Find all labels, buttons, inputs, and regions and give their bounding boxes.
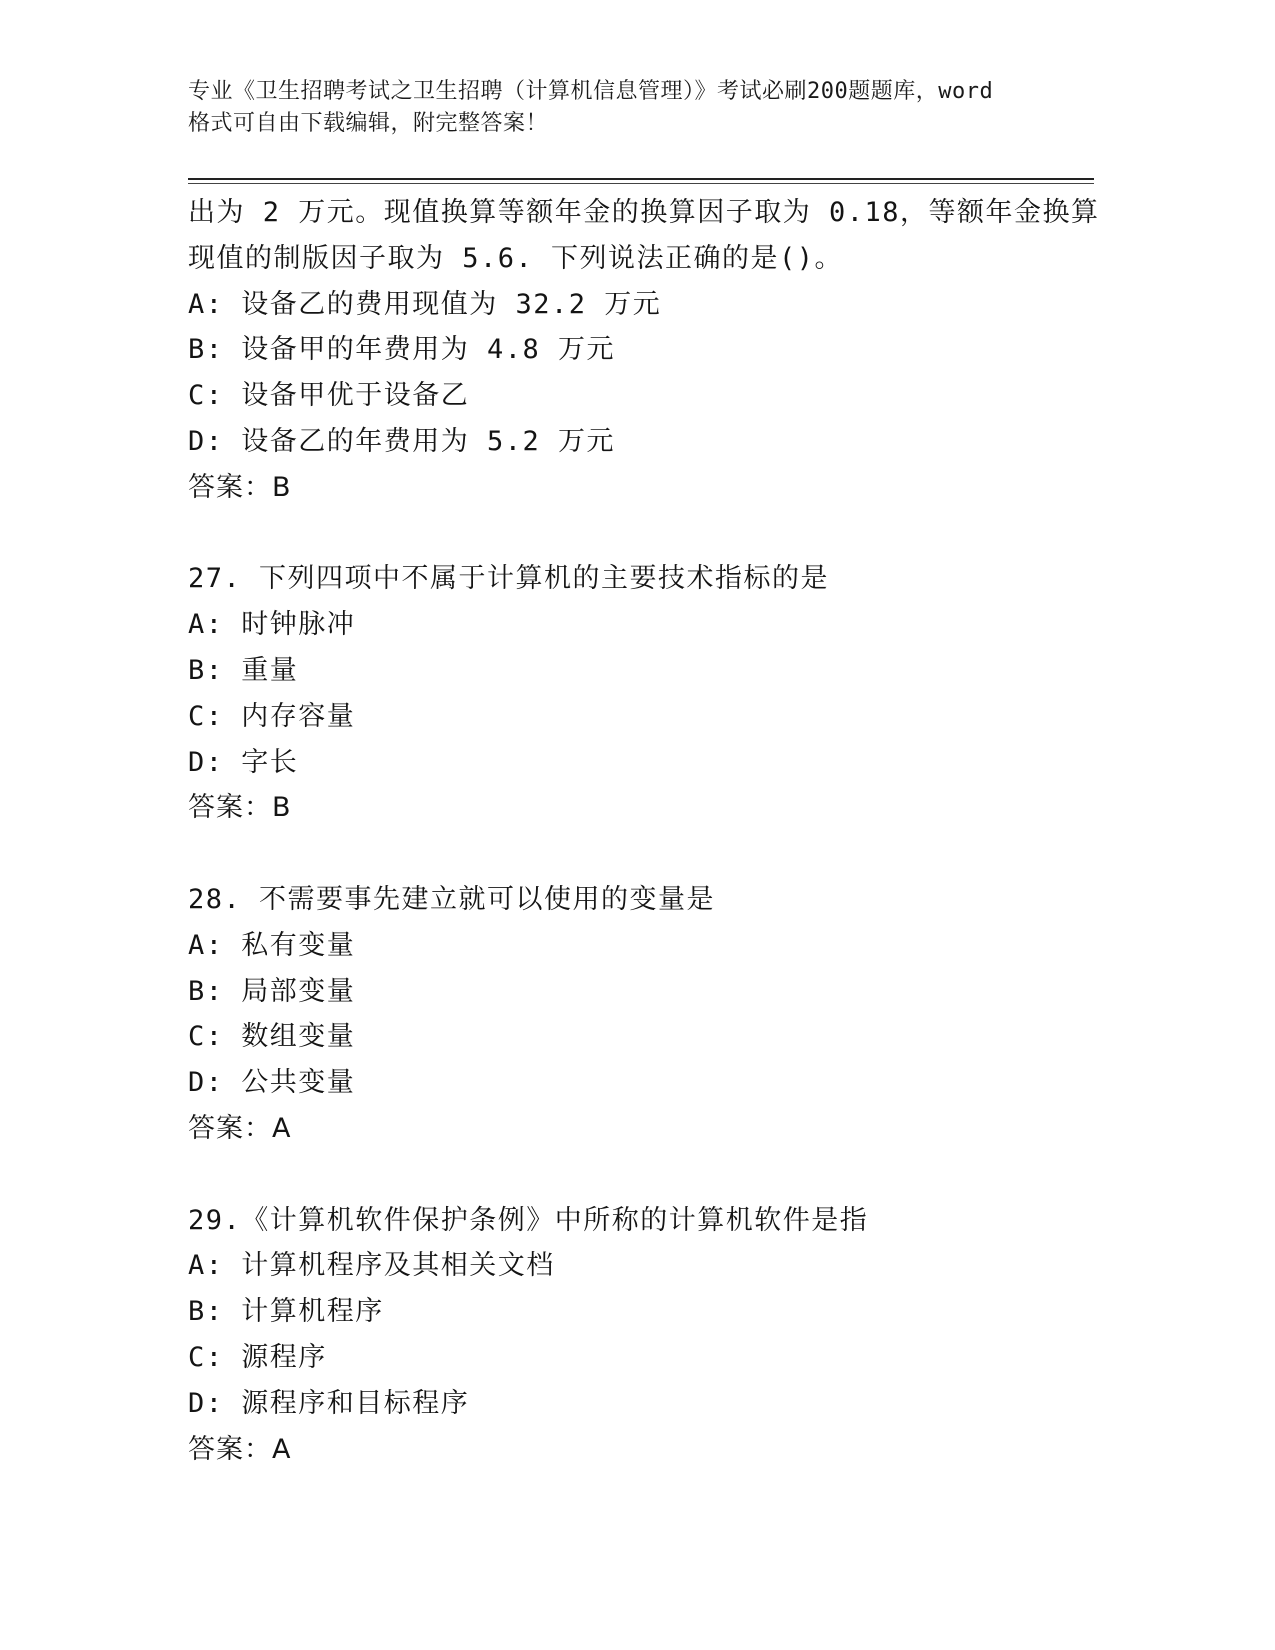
option-c: C: 内存容量 xyxy=(188,700,356,732)
option-b: B: 重量 xyxy=(188,654,299,686)
question-stem: 29.《计算机软件保护条例》中所称的计算机软件是指 xyxy=(188,1204,869,1236)
option-b: B: 计算机程序 xyxy=(188,1296,384,1328)
option-d: D: 字长 xyxy=(188,746,299,778)
option-a: A: 计算机程序及其相关文档 xyxy=(188,1250,555,1282)
spacer xyxy=(188,831,1088,877)
option-a: A: 私有变量 xyxy=(188,929,356,961)
question-continuation xyxy=(188,190,1100,511)
option-b: B: 设备甲的年费用为 4.8 万元 xyxy=(188,334,616,366)
answer-line: 答案：B xyxy=(188,471,292,503)
spacer xyxy=(188,1152,1088,1198)
spacer xyxy=(188,511,1088,557)
header-title-line-1: 专业《卫生招聘考试之卫生招聘（计算机信息管理）》考试必刷200题题库，word xyxy=(188,79,994,104)
question-27 xyxy=(188,556,1088,831)
answer-line: 答案：A xyxy=(188,1112,292,1144)
option-a: A: 时钟脉冲 xyxy=(188,609,356,641)
question-28 xyxy=(188,877,1088,1152)
header-divider-thick xyxy=(188,178,1094,180)
question-stem: 27. 下列四项中不属于计算机的主要技术指标的是 xyxy=(188,563,830,595)
header-divider-thin xyxy=(188,183,1094,184)
option-c: C: 数组变量 xyxy=(188,1021,356,1053)
answer-line: 答案：B xyxy=(188,792,292,824)
option-b: B: 局部变量 xyxy=(188,975,356,1007)
question-29 xyxy=(188,1198,1088,1473)
question-content xyxy=(188,190,1100,1472)
option-d: D: 源程序和目标程序 xyxy=(188,1387,470,1419)
option-d: D: 公共变量 xyxy=(188,1067,356,1099)
answer-line: 答案：A xyxy=(188,1433,292,1465)
document-header xyxy=(188,76,1098,140)
option-c: C: 设备甲优于设备乙 xyxy=(188,380,470,412)
question-stem: 28. 不需要事先建立就可以使用的变量是 xyxy=(188,883,716,915)
option-c: C: 源程序 xyxy=(188,1341,327,1373)
question-stem-line: 现值的制版因子取为 5.6. 下列说法正确的是()。 xyxy=(188,242,844,274)
option-d: D: 设备乙的年费用为 5.2 万元 xyxy=(188,425,616,457)
option-a: A: 设备乙的费用现值为 32.2 万元 xyxy=(188,288,662,320)
question-stem-line: 出为 2 万元。现值换算等额年金的换算因子取为 0.18，等额年金换算 xyxy=(188,197,1100,228)
header-title-line-2: 格式可自由下载编辑，附完整答案！ xyxy=(188,111,549,136)
